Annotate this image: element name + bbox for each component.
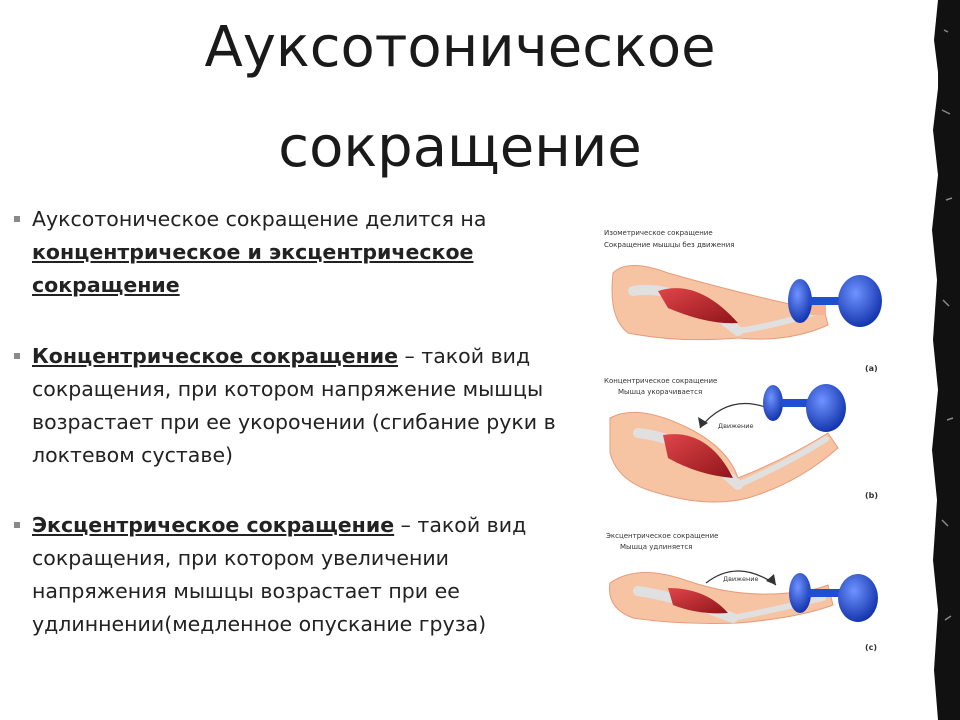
bullet-term: Эксцентрическое сокращение xyxy=(32,513,395,537)
bullet-text: – такой вид сокращения, при котором увеличении напряжения мышцы возрастает при ее удлиннении(медленное опускание груза) xyxy=(32,513,527,636)
bullet-marker xyxy=(14,522,20,528)
panel-b-caption1: Концентрическое сокращение xyxy=(604,377,718,385)
bullet-eccentric xyxy=(14,509,574,641)
bullet-auxotonic xyxy=(14,203,574,302)
panel-c-caption2: Мышца удлиняется xyxy=(620,543,693,551)
panel-a-label: (a) xyxy=(865,364,878,373)
panel-b-caption2: Мышца укорачивается xyxy=(618,388,703,396)
panel-isometric xyxy=(604,229,882,373)
panel-c-label: (c) xyxy=(865,643,878,652)
panel-c-caption1: Эксцентрическое сокращение xyxy=(606,532,719,540)
panel-a-caption2: Сокращение мышцы без движения xyxy=(604,241,735,249)
panel-b-label: (b) xyxy=(865,491,879,500)
muscle-contraction-figure xyxy=(588,213,898,673)
panel-c-arrow-label: Движение xyxy=(723,575,759,583)
panel-concentric xyxy=(604,377,878,502)
bullet-text: Ауксотоническое сокращение делится на xyxy=(32,207,487,231)
panel-a-caption1: Изометрическое сокращение xyxy=(604,229,713,237)
bullet-marker xyxy=(14,353,20,359)
bullet-term: концентрическое и эксцентрическое сокращение xyxy=(32,240,474,297)
panel-b-arrow-label: Движение xyxy=(718,422,754,430)
slide-title-line1: Ауксотоническое xyxy=(204,15,716,80)
bullet-text: – такой вид сокращения, при котором напряжение мышцы возрастает при ее укорочении (сгибание руки в локтевом суставе) xyxy=(32,344,556,467)
bullet-term: Концентрическое сокращение xyxy=(32,344,399,368)
panel-eccentric xyxy=(606,532,878,652)
slide-title-line2: сокращение xyxy=(278,115,642,180)
bullet-concentric xyxy=(14,340,574,472)
bullet-marker xyxy=(14,216,20,222)
grunge-border xyxy=(930,0,960,720)
bullet-list xyxy=(14,203,574,641)
